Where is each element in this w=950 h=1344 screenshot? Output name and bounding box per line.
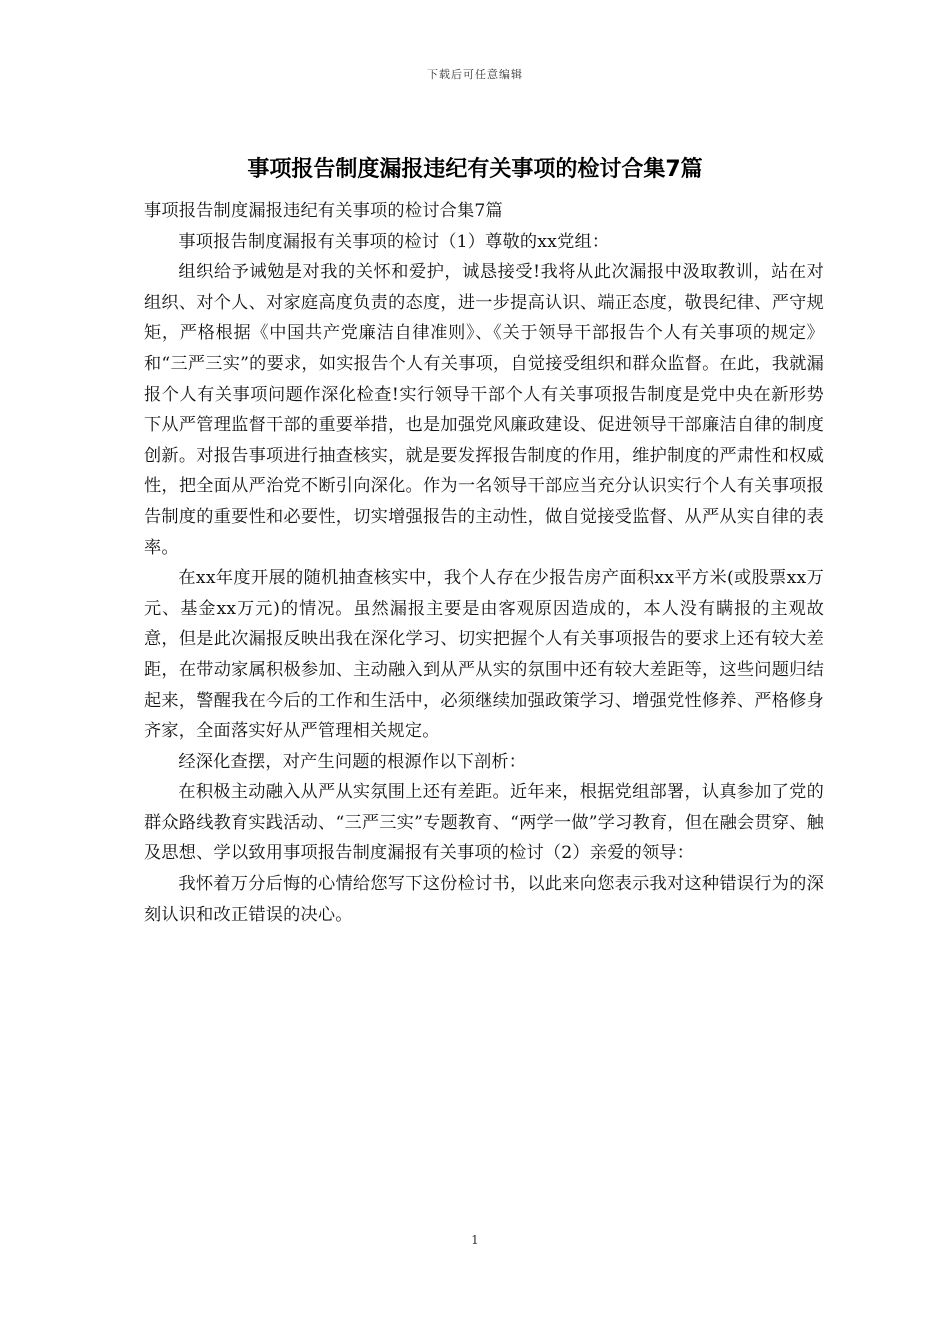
body-paragraph: 组织给予诫勉是对我的关怀和爱护，诚恳接受!我将从此次漏报中汲取教训，站在对组织、对个人、对家庭高度负责的态度，进一步提高认识、端正态度，敬畏纪律、严守规矩，严格根据《中国共产党廉洁自律准则》、《关于领导干部报告个人有关事项的规定》和“三严三实”的要求，如实报告个人有关事项，自觉接受组织和群众监督。在此，我就漏报个人有关事项问题作深化检查!实行领导干部个人有关事项报告制度是党中央在新形势下从严管理监督干部的重要举措，也是加强党风廉政建设、促进领导干部廉洁自律的制度创新。对报告事项进行抽查核实，就是要发挥报告制度的作用，维护制度的严肃性和权威性，把全面从严治党不断引向深化。作为一名领导干部应当充分认识实行个人有关事项报告制度的重要性和必要性，切实增强报告的主动性，做自觉接受监督、从严从实自律的表率。	[144, 262, 824, 558]
document-body	[144, 196, 824, 930]
body-paragraph: 我怀着万分后悔的心情给您写下这份检讨书，以此来向您表示我对这种错误行为的深刻认识和改正错误的决心。	[144, 874, 824, 925]
document-title: 事项报告制度漏报违纪有关事项的检讨合集7篇	[247, 157, 703, 182]
body-paragraph: 在积极主动融入从严从实氛围上还有差距。近年来，根据党组部署，认真参加了党的群众路线教育实践活动、“三严三实”专题教育、“两学一做”学习教育，但在融会贯穿、触及思想、学以致用事项报告制度漏报有关事项的检讨（2）亲爱的领导：	[144, 782, 824, 864]
page-header: 下载后可任意编辑	[427, 68, 523, 81]
body-subtitle: 事项报告制度漏报违纪有关事项的检讨合集7篇	[144, 201, 503, 221]
body-paragraph: 事项报告制度漏报有关事项的检讨（1）尊敬的xx党组：	[178, 231, 610, 252]
page-number: 1	[471, 1233, 479, 1247]
body-paragraph: 经深化查摆，对产生问题的根源作以下剖析：	[178, 751, 527, 772]
body-paragraph: 在xx年度开展的随机抽查核实中，我个人存在少报告房产面积xx平方米(或股票xx万元、基金xx万元)的情况。虽然漏报主要是由客观原因造成的，本人没有瞒报的主观故意，但是此次漏报反映出我在深化学习、切实把握个人有关事项报告的要求上还有较大差距，在带动家属积极参加、主动融入到从严从实的氛围中还有较大差距等，这些问题归结起来，警醒我在今后的工作和生活中，必须继续加强政策学习、增强党性修养、严格修身齐家，全面落实好从严管理相关规定。	[144, 568, 824, 742]
